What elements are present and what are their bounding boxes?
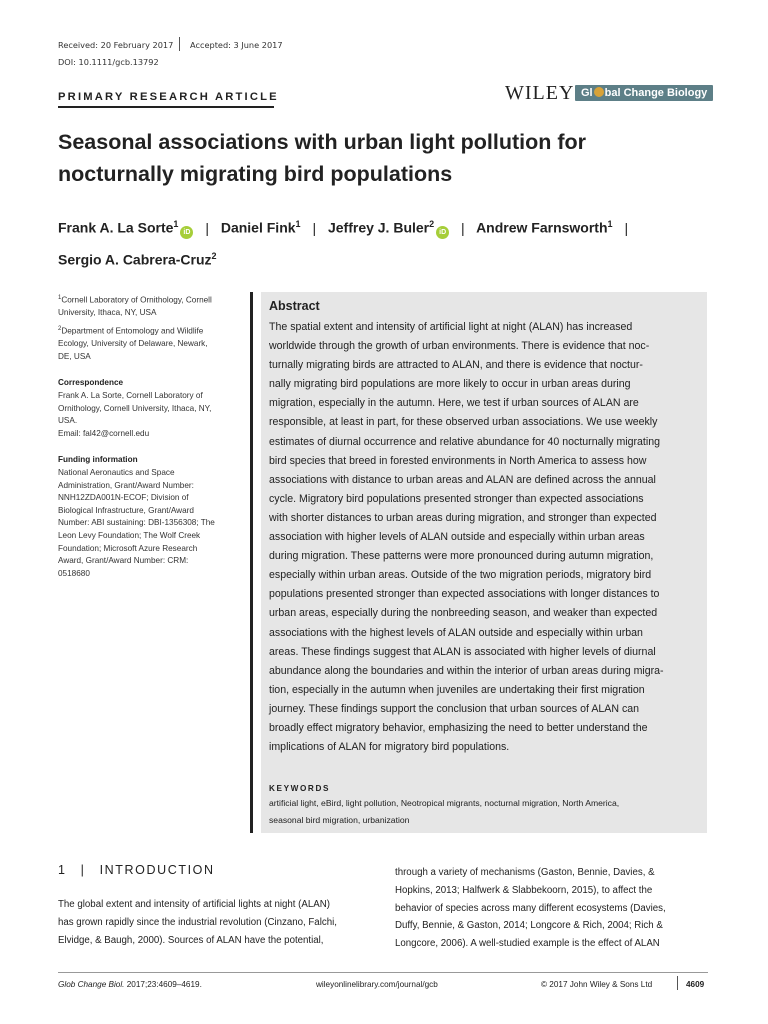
body-line: has grown rapidly since the industrial revolution (Cinzano, Falchi, (58, 916, 337, 928)
funding-line: 0518680 (58, 568, 90, 578)
author-aff: 1 (607, 219, 613, 229)
body-line: The global extent and intensity of artificial lights at night (ALAN) (58, 899, 330, 910)
footer-volume: 2017;23:4609–4619. (124, 980, 202, 989)
funding-line: Award, Grant/Award Number: CRM: (58, 556, 189, 566)
funding-line: NNH12ZDA001N-ECOF; Division of (58, 493, 189, 503)
abstract-box (261, 292, 707, 833)
section-number: 1 (58, 863, 67, 877)
abstract-line: The spatial extent and intensity of artificial light at night (ALAN) has increased (269, 321, 633, 333)
affiliation-line: DE, USA (58, 351, 91, 361)
section-separator: | (80, 863, 86, 877)
affiliation-1 (58, 292, 238, 320)
body-line: Duffy, Bennie, & Gaston, 2014; Longcore & Rich, 2004; Rich & (395, 920, 663, 932)
publisher-logo: WILEY (505, 82, 575, 104)
abstract-line: broadly effect migratory behavior, emphasizing the need to better understand the (269, 721, 648, 734)
affiliation-number: 1 (58, 295, 62, 301)
correspondence-line: USA. (58, 416, 78, 426)
affiliation-number: 2 (58, 325, 62, 332)
author-aff: 2 (429, 219, 435, 229)
doi[interactable]: DOI: 10.1111/gcb.13792 (58, 57, 159, 67)
correspondence-line: Ornithology, Cornell University, Ithaca, NY, (58, 403, 212, 413)
intro-right-column (395, 864, 707, 953)
section-heading-introduction (58, 863, 215, 877)
author-separator: | (312, 219, 317, 236)
author-name[interactable]: Frank A. La Sorte (58, 219, 174, 236)
correspondence-email[interactable]: Email: fal42@cornell.edu (58, 428, 150, 438)
abstract-line: journey. These findings support the conclusion that urban sources of ALAN can (269, 702, 640, 715)
abstract-line: tion, especially in the autumn when juveniles are undertaking their first migration (269, 683, 645, 696)
footer-copyright: © 2017 John Wiley & Sons Ltd (541, 980, 653, 989)
author-separator: | (461, 219, 465, 236)
page-number: 4609 (686, 980, 705, 989)
keywords-list (269, 795, 705, 828)
article-title (58, 126, 718, 190)
orcid-icon[interactable]: iD (180, 226, 193, 239)
article-type-rule (58, 106, 274, 108)
footer-journal: Glob Change Biol. (58, 980, 125, 989)
body-line: Hopkins, 2013; Halfwerk & Slabbekoorn, 2015), to affect the (395, 884, 653, 896)
footer-citation (58, 980, 202, 989)
keywords-line: seasonal bird migration, urbanization (269, 814, 410, 825)
abstract-line: cycle. Migratory bird populations presented stronger than expected associations (269, 492, 644, 505)
author-aff: 1 (173, 219, 179, 229)
abstract-side-rule (250, 292, 253, 833)
author-line-2 (58, 242, 738, 274)
abstract-heading: Abstract (269, 299, 320, 313)
abstract-line: bird species that breed in forested environments in North America to assess how (269, 454, 647, 467)
article-type: PRIMARY RESEARCH ARTICLE (58, 91, 279, 103)
title-line-2: nocturnally migrating bird populations (58, 162, 453, 186)
funding-line: Leon Levy Foundation; The Wolf Creek (58, 530, 201, 540)
header-divider (179, 37, 180, 51)
orcid-icon[interactable]: iD (436, 226, 449, 239)
footer-divider (677, 976, 678, 990)
author-name[interactable]: Jeffrey J. Buler (327, 219, 430, 236)
funding (58, 454, 238, 580)
funding-line: Foundation; Microsoft Azure Research (58, 543, 198, 553)
author-aff: 2 (211, 250, 217, 261)
correspondence-line: Frank A. La Sorte, Cornell Laboratory of (58, 391, 203, 401)
journal-badge-globe-icon (594, 87, 604, 97)
received-date: Received: 20 February 2017 (58, 40, 174, 50)
author-separator: | (624, 219, 629, 236)
journal-badge-post: bal Change Biology (604, 87, 708, 99)
journal-badge[interactable] (575, 85, 713, 101)
correspondence (58, 377, 238, 440)
author-name[interactable]: Andrew Farnsworth (476, 219, 608, 236)
abstract-line: migration, especially in the autumn. Here, we test if urban sources of ALAN are (269, 397, 639, 410)
intro-left-column (58, 896, 358, 949)
affiliation-line: Cornell Laboratory of Ornithology, Cornell (61, 295, 212, 305)
accepted-date: Accepted: 3 June 2017 (190, 40, 283, 50)
abstract-line: nally migrating bird populations are more likely to occur in urban areas during (269, 378, 631, 391)
abstract-line: implications of ALAN for migratory bird populations. (269, 741, 510, 754)
author-line-1 (58, 210, 738, 242)
author-name[interactable]: Sergio A. Cabrera-Cruz (58, 251, 212, 268)
abstract-line: responsible, at least in part, for these observed urban associations. We use weekly (269, 416, 658, 429)
author-aff: 1 (295, 219, 301, 229)
affiliation-2 (58, 323, 238, 364)
abstract-line: with shorter distances to urban areas during migration, and stronger than expected (269, 511, 657, 524)
keywords-line: artificial light, eBird, light pollution, Neotropical migrants, nocturnal migration, North America, (269, 798, 620, 808)
author-list (58, 210, 738, 273)
author-separator: | (205, 219, 209, 236)
abstract-line: associations with distance to urban areas and ALAN are defined across the annual (269, 473, 656, 486)
abstract-line: urban areas, especially during the nonbreeding season, and weaker than expected (269, 607, 658, 620)
body-line: through a variety of mechanisms (Gaston, Bennie, Davies, & (395, 867, 655, 878)
affiliation-line: Ecology, University of Delaware, Newark, (58, 339, 208, 349)
abstract-line: especially within urban areas. Outside of the two migration periods, migratory bird (269, 569, 652, 582)
journal-badge-pre: Gl (581, 87, 593, 99)
keywords-heading: KEYWORDS (269, 784, 331, 793)
author-name[interactable]: Daniel Fink (220, 219, 296, 236)
body-line: Elvidge, & Baugh, 2000). Sources of ALAN have the potential, (58, 934, 324, 946)
footer-url[interactable]: wileyonlinelibrary.com/journal/gcb (316, 980, 438, 989)
abstract-line: populations presented stronger than expected associations with longer distances to (269, 588, 660, 601)
correspondence-heading: Correspondence (58, 378, 124, 388)
abstract-line: areas. These findings suggest that ALAN is associated with higher levels of diurnal (269, 645, 656, 658)
abstract-line: abundance along the boundaries and within the interior of urban areas during migra- (269, 664, 664, 677)
abstract-line: associations with the highest levels of ALAN outside and especially within urban (269, 626, 643, 639)
funding-line: Number: ABI sustaining: DBI-1356308; The (58, 518, 215, 528)
section-title: INTRODUCTION (99, 863, 215, 877)
abstract-line: association with higher levels of ALAN outside and especially within urban areas (269, 531, 645, 544)
funding-line: Biological Infrastructure, Grant/Award (58, 505, 194, 515)
affiliation-line: University, Ithaca, NY, USA (58, 308, 157, 318)
body-line: Longcore, 2006). A well-studied example is the effect of ALAN (395, 938, 660, 950)
sidebar (58, 292, 238, 580)
abstract-line: estimates of diurnal occurrence and relative abundance for 40 nocturnally migrating (269, 435, 661, 448)
title-line-1: Seasonal associations with urban light pollution for (58, 130, 586, 154)
abstract-line: turnally migrating birds are attracted to ALAN, and there is evidence that noctur- (269, 359, 643, 372)
funding-heading: Funding information (58, 455, 138, 465)
abstract-line: worldwide through the growth of urban environments. There is evidence that noc- (269, 340, 650, 353)
funding-line: Administration, Grant/Award Number: (58, 480, 194, 490)
body-line: behavior of species across many different ecosystems (Davies, (395, 902, 666, 914)
affiliation-line: Department of Entomology and Wildlife (61, 326, 204, 336)
abstract-line: during migration. These patterns were more pronounced during autumn migration, (269, 550, 654, 563)
funding-line: National Aeronautics and Space (58, 468, 175, 477)
abstract-body (269, 318, 699, 757)
footer-rule (58, 972, 708, 973)
